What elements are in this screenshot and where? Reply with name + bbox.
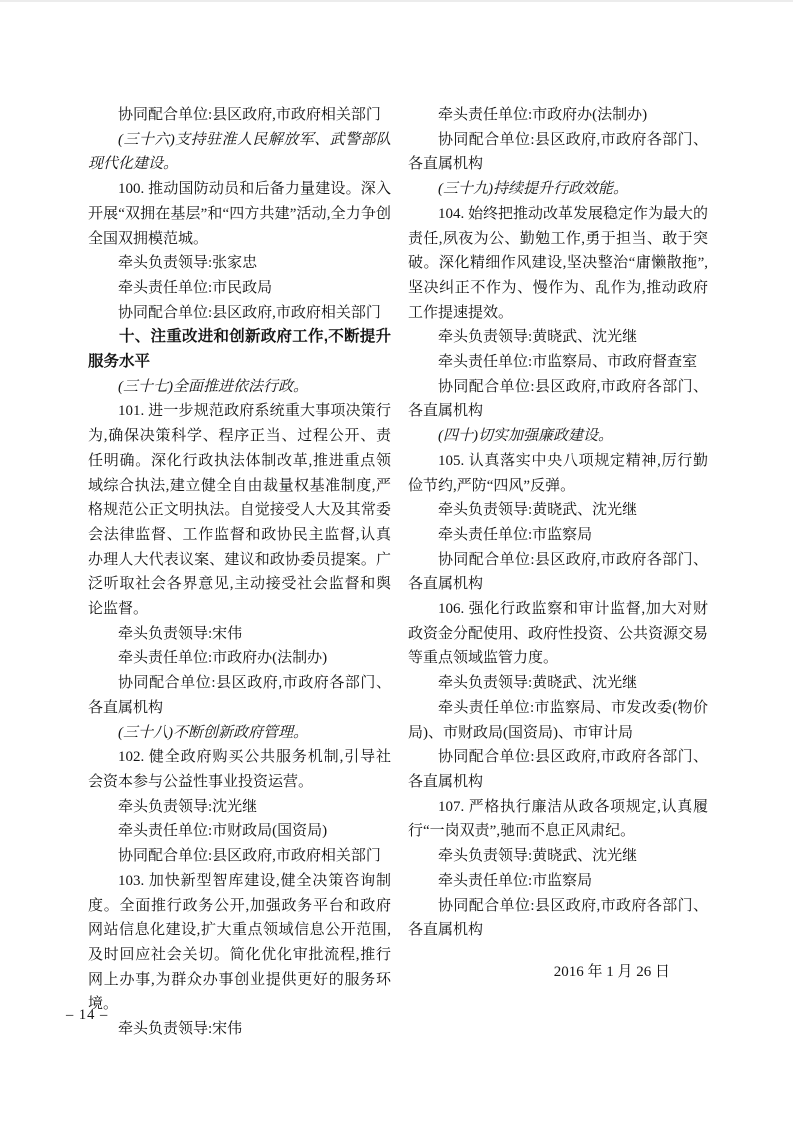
section-heading-10: 十、注重改进和创新政府工作,不断提升服务水平 — [88, 328, 391, 371]
lead-unit-line: 牵头责任单位:市监察局、市政府督查室 — [438, 354, 698, 371]
task-paragraph-102: 102. 健全政府购买公共服务机制,引导社会资本参与公益性事业投资运营。 — [88, 749, 391, 790]
task-paragraph-103: 103. 加快新型智库建设,健全决策咨询制度。全面推行政务公开,加强政务平台和政府网站信息化建设,扩大重点领域信息公开范围,及时回应社会关切。简化优化审批流程,推行网上办事,为群众办事创业提供更好的服务环境。 — [88, 872, 391, 1013]
lead-leader-line: 牵头负责领导:沈光继 — [118, 798, 258, 815]
cooperating-unit-line: 协同配合单位:县区政府,市政府相关部门 — [118, 107, 381, 123]
lead-leader-line: 牵头负责领导:黄晓武、沈光继 — [438, 329, 638, 346]
task-paragraph-100: 100. 推动国防动员和后备力量建设。深入开展“双拥在基层”和“四方共建”活动,全力争创全国双拥模范城。 — [88, 181, 391, 247]
cooperating-unit-line: 协同配合单位:县区政府,市政府各部门、各直属机构 — [408, 551, 708, 593]
lead-unit-line: 牵头责任单位:市政府办(法制办) — [118, 650, 328, 667]
task-paragraph-104: 104. 始终把推动改革发展稳定作为最大的责任,夙夜为公、勤勉工作,勇于担当、敢于突破。深化精细作风建设,坚决整治“庸懒散拖”,坚决纠正不作为、慢作为、乱作为,推动政府工作提速提效。 — [408, 205, 709, 321]
cooperating-unit-line: 协同配合单位:县区政府,市政府相关部门 — [118, 304, 381, 321]
cooperating-unit-line: 协同配合单位:县区政府,市政府各部门、各直属机构 — [408, 749, 708, 790]
lead-leader-line: 牵头负责领导:黄晓武、沈光继 — [438, 675, 638, 692]
lead-unit-line: 牵头责任单位:市民政局 — [118, 279, 273, 296]
lead-unit-line: 牵头责任单位:市监察局 — [438, 526, 593, 543]
lead-unit-line: 牵头责任单位:市监察局、市发改委(物价局)、市财政局(国资局)、市审计局 — [408, 699, 708, 741]
lead-unit-line: 牵头责任单位:市财政局(国资局) — [118, 823, 328, 840]
lead-unit-line: 牵头责任单位:市监察局 — [438, 872, 593, 889]
right-column — [408, 103, 708, 985]
cooperating-unit-line: 协同配合单位:县区政府,市政府各部门、各直属机构 — [88, 675, 391, 716]
cooperating-unit-line: 协同配合单位:县区政府,市政府各部门、各直属机构 — [408, 897, 708, 939]
cooperating-unit-line: 协同配合单位:县区政府,市政府相关部门 — [118, 848, 381, 865]
cooperating-unit-line: 协同配合单位:县区政府,市政府各部门、各直属机构 — [408, 378, 708, 420]
lead-leader-line: 牵头负责领导:宋伟 — [118, 625, 243, 642]
page-number: – 14 – — [66, 1007, 109, 1023]
document-date: 2016 年 1 月 26 日 — [553, 963, 670, 980]
lead-unit-line: 牵头责任单位:市政府办(法制办) — [438, 107, 648, 123]
lead-leader-line: 牵头负责领导:张家忠 — [118, 255, 258, 272]
lead-leader-line: 牵头负责领导:宋伟 — [118, 1021, 243, 1038]
task-paragraph-101: 101. 进一步规范政府系统重大事项决策行为,确保决策科学、程序正当、过程公开、责任明确。深化行政执法体制改革,推进重点领域综合执法,建立健全自由裁量权基准制度,严格规范公正文明执法。自觉接受人大及其常委会法律监督、工作监督和政协民主监督,认真办理人大代表议案、建议和政协委员提案。广泛听取社会各界意见,主动接受社会监督和舆论监督。 — [88, 403, 391, 618]
subsection-heading-37: (三十七)全面推进依法行政。 — [118, 378, 308, 395]
subsection-heading-36: (三十六)支持驻淮人民解放军、武警部队现代化建设。 — [88, 131, 391, 173]
lead-leader-line: 牵头负责领导:黄晓武、沈光继 — [438, 848, 638, 865]
left-column — [88, 103, 391, 1042]
cooperating-unit-line: 协同配合单位:县区政府,市政府各部门、各直属机构 — [408, 131, 708, 173]
subsection-heading-38: (三十八)不断创新政府管理。 — [118, 724, 308, 741]
scan-edge-artifact — [0, 0, 793, 2]
task-paragraph-106: 106. 强化行政监察和审计监督,加大对财政资金分配使用、政府性投资、公共资源交易等重点领域监管力度。 — [408, 601, 709, 667]
lead-leader-line: 牵头负责领导:黄晓武、沈光继 — [438, 502, 638, 519]
subsection-heading-39: (三十九)持续提升行政效能。 — [438, 181, 628, 198]
task-paragraph-105: 105. 认真落实中央八项规定精神,厉行勤俭节约,严防“四风”反弹。 — [408, 452, 708, 494]
task-paragraph-107: 107. 严格执行廉洁从政各项规定,认真履行“一岗双责”,驰而不息正风肃纪。 — [408, 798, 708, 840]
subsection-heading-40: (四十)切实加强廉政建设。 — [438, 428, 613, 445]
